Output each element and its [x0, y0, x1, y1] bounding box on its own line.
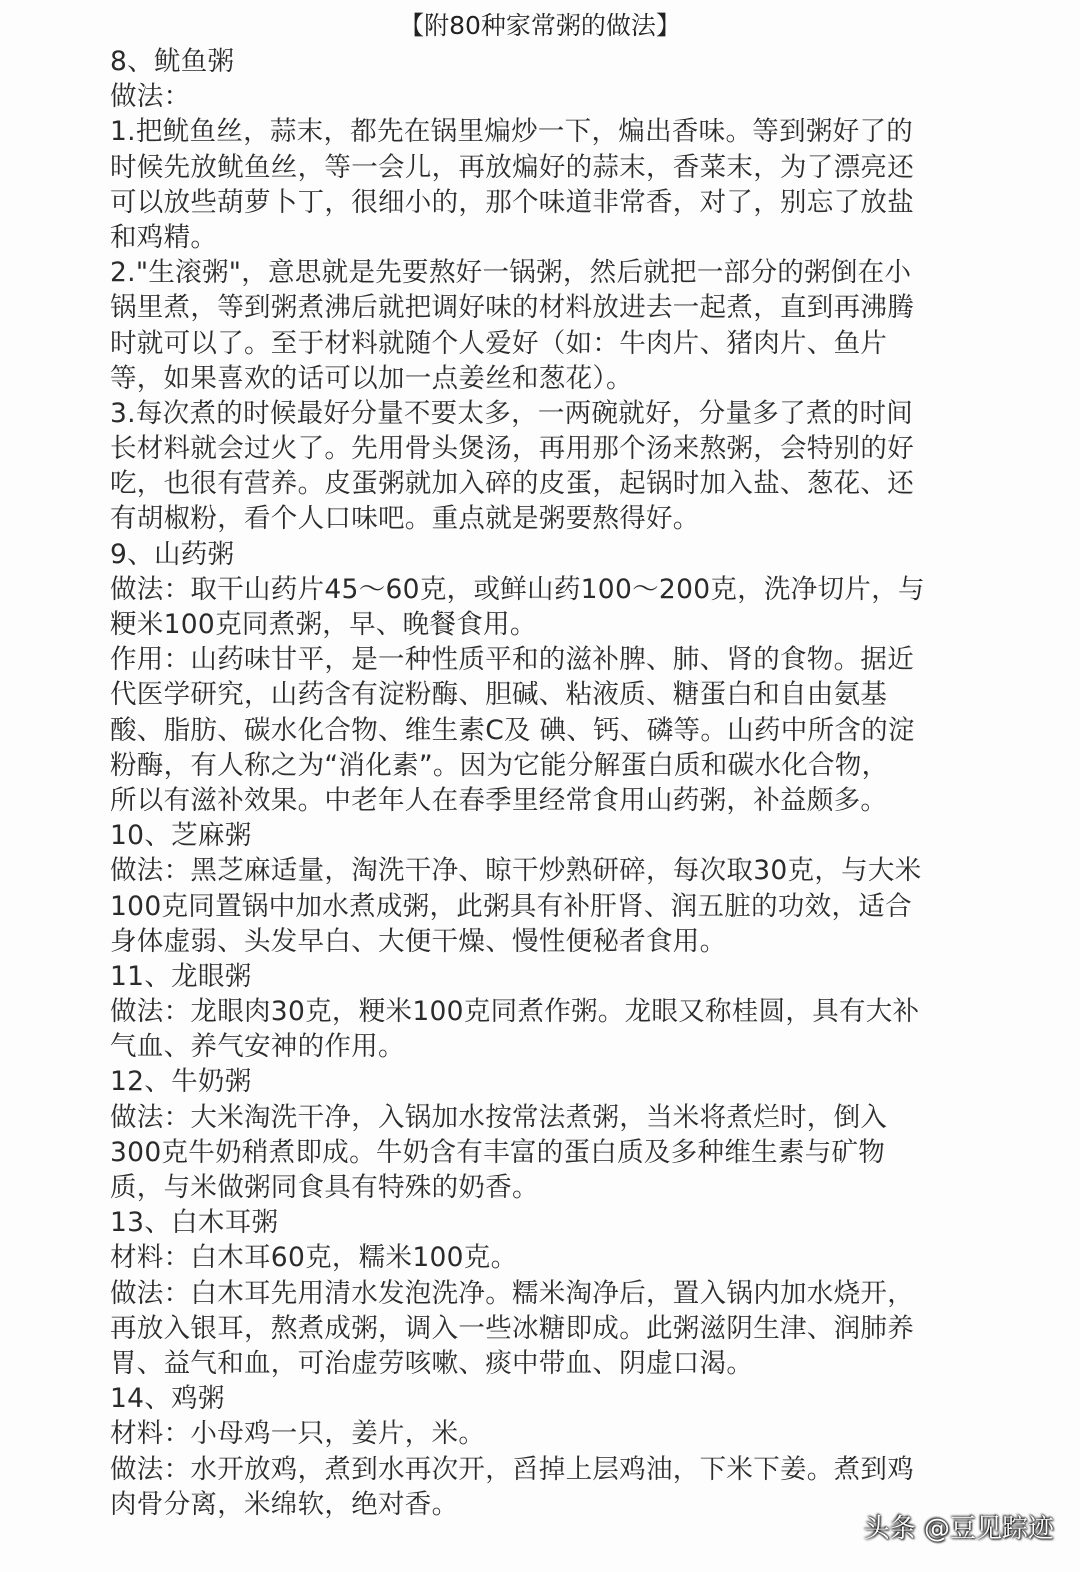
page-title: 【附80种家常粥的做法】	[399, 11, 681, 40]
text-line: 1.把鱿鱼丝，蒜末，都先在锅里煸炒一下，煸出香味。等到粥好了的	[110, 116, 914, 148]
text-line: 300克牛奶稍煮即成。牛奶含有丰富的蛋白质及多种维生素与矿物	[110, 1136, 886, 1168]
recipe-text	[110, 44, 980, 1522]
text-line: 吃，也很有营养。皮蛋粥就加入碎的皮蛋，起锅时加入盐、葱花、还	[110, 468, 914, 500]
text-line: 做法：大米淘洗干净，入锅加水按常法煮粥，当米将煮烂时，倒入	[110, 1101, 888, 1133]
text-line: 8、鱿鱼粥	[110, 46, 235, 77]
text-line: 作用：山药味甘平，是一种性质平和的滋补脾、肺、肾的食物。据近	[110, 644, 914, 676]
text-line: 100克同置锅中加水煮成粥，此粥具有补肝肾、润五脏的功效，适合	[110, 890, 912, 922]
text-line: 10、芝麻粥	[110, 820, 252, 852]
text-line: 再放入银耳，熬煮成粥，调入一些冰糖即成。此粥滋阴生津、润肺养	[110, 1312, 914, 1344]
text-line: 所以有滋补效果。中老年人在春季里经常食用山药粥，补益颇多。	[110, 784, 888, 816]
text-line: 13、白木耳粥	[110, 1207, 279, 1239]
text-line: 等，如果喜欢的话可以加一点姜丝和葱花）。	[110, 362, 633, 394]
text-line: 可以放些葫萝卜丁，很细小的，那个味道非常香，对了，别忘了放盐	[110, 186, 914, 218]
text-line: 做法：白木耳先用清水发泡洗净。糯米淘净后，置入锅内加水烧开，	[110, 1277, 914, 1309]
text-line: 做法：黑芝麻适量，淘洗干净、晾干炒熟研碎，每次取30克，与大米	[110, 855, 922, 887]
text-line: 材料：小母鸡一只，姜片，米。	[110, 1418, 486, 1450]
text-line: 时就可以了。至于材料就随个人爱好（如：牛肉片、猪肉片、鱼片	[110, 327, 888, 359]
text-line: 锅里煮，等到粥煮沸后就把调好味的材料放进去一起煮，直到再沸腾	[110, 292, 914, 324]
text-line: 材料：白木耳60克，糯米100克。	[110, 1242, 518, 1274]
text-line: 质，与米做粥同食具有特殊的奶香。	[110, 1172, 539, 1203]
text-line: 气血、养气安神的作用。	[110, 1031, 405, 1063]
text-line: 12、牛奶粥	[110, 1066, 252, 1098]
text-line: 2."生滚粥"，意思就是先要熬好一锅粥，然后就把一部分的粥倒在小	[110, 257, 912, 289]
text-line: 胃、益气和血，可治虚劳咳嗽、痰中带血、阴虚口渴。	[110, 1347, 754, 1379]
text-line: 粳米100克同煮粥，早、晚餐食用。	[110, 609, 537, 640]
text-line: 做法：龙眼肉30克，粳米100克同煮作粥。龙眼又称桂圆，具有大补	[110, 996, 920, 1028]
text-line: 做法：取干山药片45～60克，或鲜山药100～200克，洗净切片，与	[110, 573, 925, 605]
text-line: 时候先放鱿鱼丝，等一会儿，再放煸好的蒜末，香菜末，为了漂亮还	[110, 151, 914, 183]
text-line: 长材料就会过火了。先用骨头煲汤，再用那个汤来熬粥，会特别的好	[110, 433, 914, 465]
text-line: 11、龙眼粥	[110, 960, 252, 992]
watermark: 头条 @豆见踪迹	[863, 1514, 1054, 1544]
text-line: 做法：	[110, 81, 191, 113]
text-line: 有胡椒粉，看个人口味吧。重点就是粥要熬得好。	[110, 503, 700, 535]
text-line: 14、鸡粥	[110, 1383, 225, 1415]
text-line: 酸、脂肪、碳水化合物、维生素C及 碘、钙、磷等。山药中所含的淀	[110, 714, 915, 746]
text-line: 身体虚弱、头发早白、大便干燥、慢性便秘者食用。	[110, 925, 727, 957]
text-line: 做法：水开放鸡，煮到水再次开，舀掉上层鸡油，下米下姜。煮到鸡	[110, 1453, 914, 1485]
text-line: 代医学研究，山药含有淀粉酶、胆碱、粘液质、糖蛋白和自由氨基	[110, 679, 888, 711]
text-line: 和鸡精。	[110, 221, 218, 253]
text-line: 3.每次煮的时候最好分量不要太多，一两碗就好，分量多了煮的时间	[110, 397, 914, 429]
text-line: 粉酶，有人称之为“消化素”。因为它能分解蛋白质和碳水化合物，	[110, 749, 889, 781]
text-line: 肉骨分离，米绵软，绝对香。	[110, 1488, 459, 1520]
text-line: 9、山药粥	[110, 538, 235, 570]
